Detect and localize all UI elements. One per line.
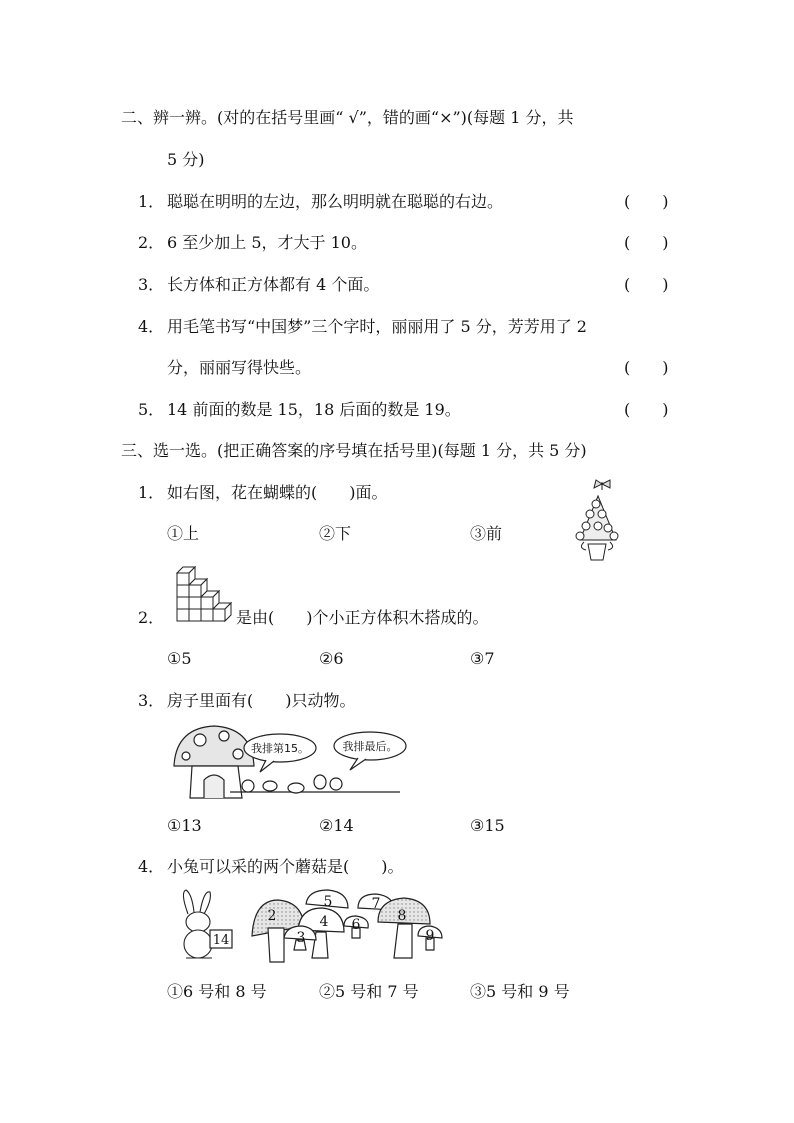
rabbit-icon [183, 890, 212, 958]
s3-q3-option-a[interactable]: ①13 [167, 816, 202, 835]
s3-q3-text: 房子里面有( )只动物。 [167, 691, 356, 710]
mushroom-3-label: 3 [296, 930, 306, 946]
section3-title: 三、选一选。(把正确答案的序号填在括号里)(每题 1 分，共 5 分) [121, 441, 587, 460]
mushroom-5-label: 5 [323, 894, 333, 910]
s3-q2-option-c[interactable]: ③7 [470, 649, 495, 668]
s2-item2-text: 6 至少加上 5，才大于 10。 [167, 233, 367, 252]
s3-q1-option-b[interactable]: ②下 [319, 524, 352, 543]
s3-q3-option-c[interactable]: ③15 [470, 816, 505, 835]
s2-item5-text: 14 前面的数是 15，18 后面的数是 19。 [167, 400, 461, 419]
s3-q1-text: 如右图，花在蝴蝶的( )面。 [167, 483, 388, 502]
s3-q1-num: 1． [138, 483, 165, 502]
s3-q4-num: 4． [138, 857, 165, 876]
mushroom-4-label: 4 [319, 914, 329, 930]
speech-bubble-2-text: 我排最后。 [342, 740, 398, 753]
s2-item3-answer-paren[interactable]: ( ) [624, 275, 669, 294]
mushroom-6-label: 6 [351, 917, 361, 933]
speech-bubble-1-text: 我排第15。 [251, 742, 309, 755]
mushroom-8-label: 8 [397, 908, 407, 924]
s3-q4-option-a[interactable]: ①6 号和 8 号 [167, 982, 267, 1001]
s2-item1-answer-paren[interactable]: ( ) [624, 192, 669, 211]
s3-q3-num: 3． [138, 691, 165, 710]
flower-icon [576, 496, 618, 560]
section2-title-line1: 二、辨一辨。(对的在括号里画“ √”，错的画“×”)(每题 1 分，共 [121, 108, 574, 127]
s2-item3-num: 3． [138, 275, 165, 294]
butterfly-icon [594, 480, 610, 490]
s2-item2-answer-paren[interactable]: ( ) [624, 233, 669, 252]
s3-q2-text: 是由( )个小正方体积木搭成的。 [236, 608, 489, 627]
s3-q2-option-b[interactable]: ②6 [319, 649, 344, 668]
s3-q1-option-c[interactable]: ③前 [470, 524, 503, 543]
cube-stack-figure [174, 564, 236, 626]
rabbit-mushrooms-illustration [172, 886, 452, 966]
s2-item1-text: 聪聪在明明的左边，那么明明就在聪聪的右边。 [167, 192, 504, 211]
s2-item4-answer-paren[interactable]: ( ) [624, 358, 669, 377]
s2-item5-num: 5． [138, 400, 165, 419]
section2-title-line2: 5 分) [167, 150, 205, 169]
s2-item4-num: 4． [138, 317, 165, 336]
s3-q2-option-a[interactable]: ①5 [167, 649, 192, 668]
mushroom-7-label: 7 [371, 896, 381, 912]
rabbit-sign-number: 14 [212, 933, 230, 948]
mushroom-2-label: 2 [267, 908, 277, 924]
flower-butterfly-illustration [570, 478, 620, 566]
s2-item1-num: 1． [138, 192, 165, 211]
s2-item4-text-cont: 分，丽丽写得快些。 [167, 358, 312, 377]
s3-q4-option-c[interactable]: ③5 号和 9 号 [470, 982, 570, 1001]
mushroom-9-label: 9 [425, 928, 435, 944]
s3-q4-option-b[interactable]: ②5 号和 7 号 [319, 982, 419, 1001]
mushroom-house-illustration [170, 722, 410, 802]
s3-q1-option-a[interactable]: ①上 [167, 524, 200, 543]
s2-item2-num: 2． [138, 233, 165, 252]
s2-item5-answer-paren[interactable]: ( ) [624, 400, 669, 419]
s3-q2-num: 2． [138, 608, 165, 627]
s2-item3-text: 长方体和正方体都有 4 个面。 [167, 275, 380, 294]
s3-q3-option-b[interactable]: ②14 [319, 816, 354, 835]
s2-item4-text: 用毛笔书写“中国梦”三个字时，丽丽用了 5 分，芳芳用了 2 [167, 317, 587, 336]
s3-q4-text: 小兔可以采的两个蘑菇是( )。 [167, 857, 404, 876]
